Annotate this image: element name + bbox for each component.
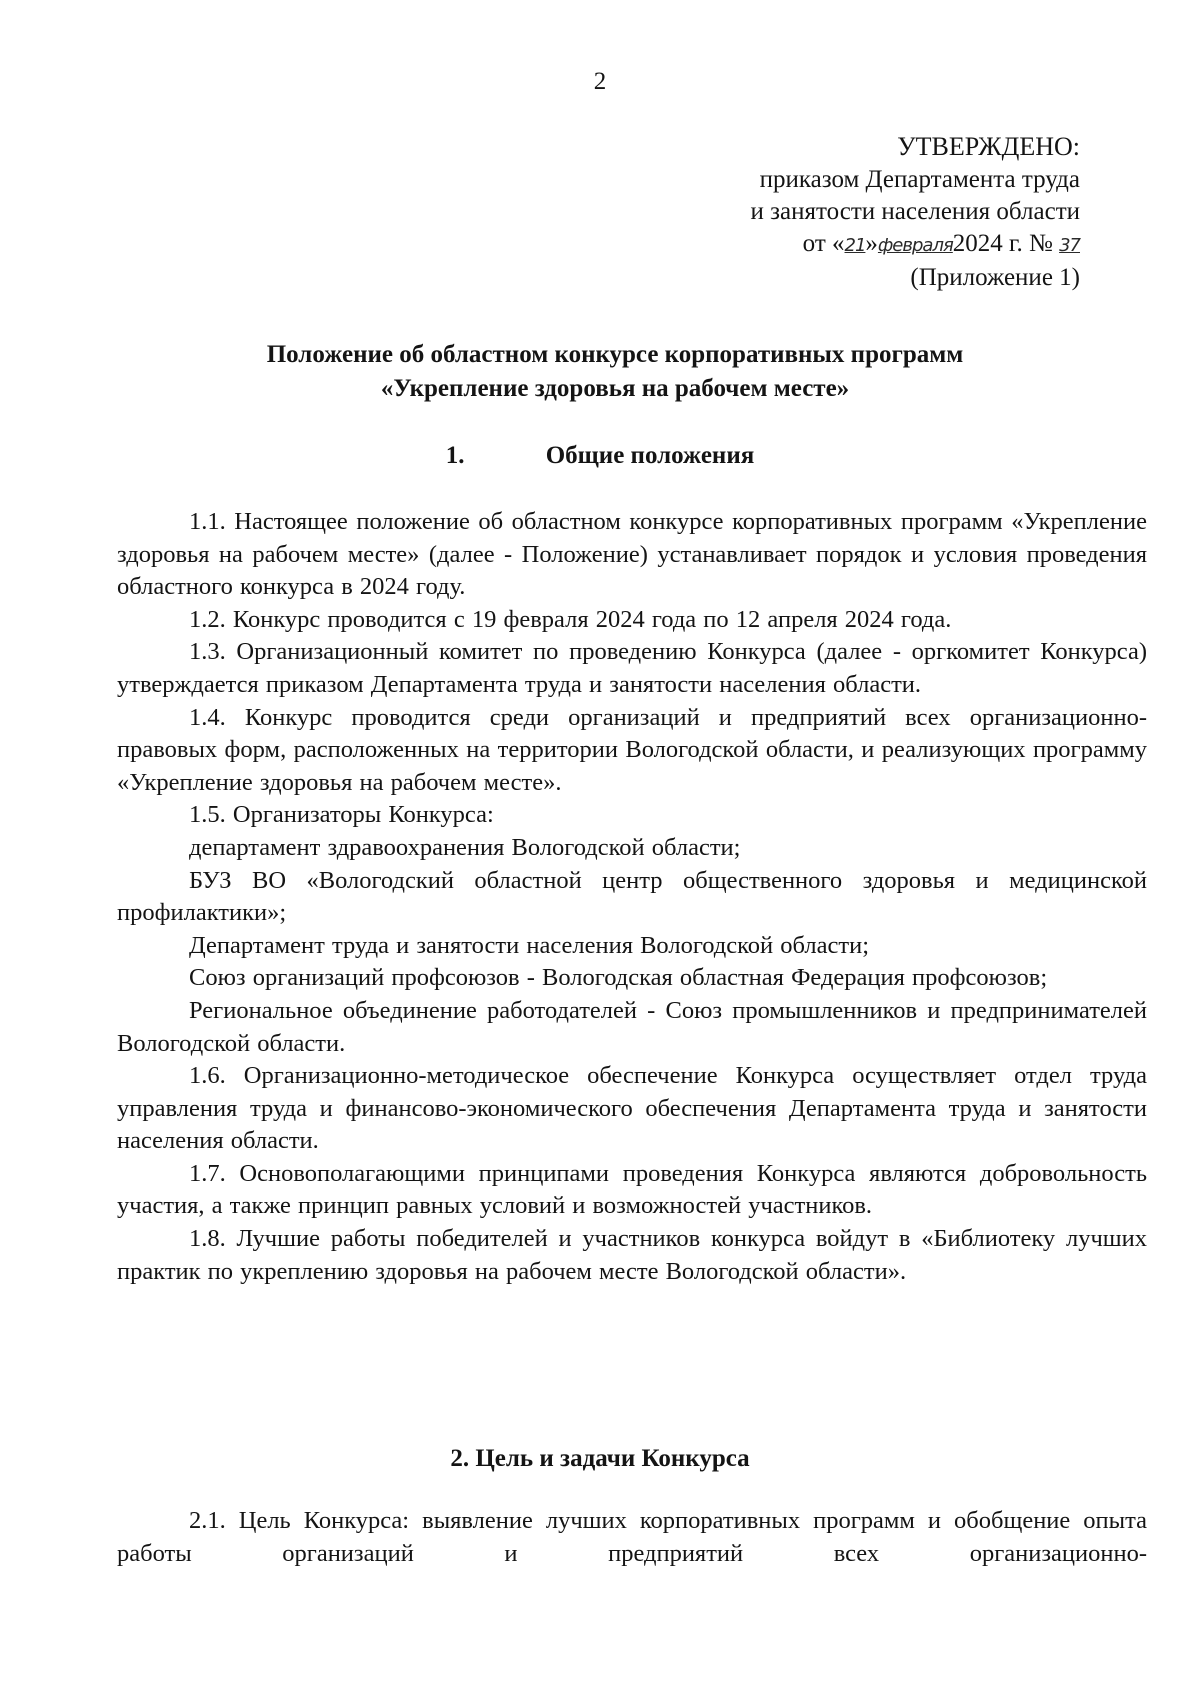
organizer-item: Союз организаций профсоюзов - Вологодская областная Федерация профсоюзов; bbox=[189, 964, 1048, 992]
paragraph-1-2: 1.2. Конкурс проводится с 19 февраля 2024 года по 12 апреля 2024 года. bbox=[189, 605, 952, 633]
handwritten-order-number: 37 bbox=[1059, 235, 1080, 256]
organizer-item: БУЗ ВО «Вологодский областной центр общественного здоровья и медицинской профилактики»; bbox=[117, 866, 1147, 927]
approval-stamp-block bbox=[620, 130, 1080, 294]
date-year-number: 2024 г. № bbox=[952, 230, 1053, 257]
paragraph-2-1: 2.1. Цель Конкурса: выявление лучших корпоративных программ и обобщение опыта работы организаций и предприятий всех организационно- bbox=[117, 1507, 1147, 1567]
approval-order-line: приказом Департамента труда bbox=[759, 166, 1080, 193]
paragraph-1-3: 1.3. Организационный комитет по проведению Конкурса (далее - оргкомитет Конкурса) утверждается приказом Департамента труда и занятости населения области. bbox=[117, 638, 1147, 698]
section-2-heading: 2. Цель и задачи Конкурса bbox=[450, 1445, 750, 1472]
date-prefix: от « bbox=[802, 230, 845, 257]
approval-date-line bbox=[620, 228, 1080, 262]
organizer-item: Региональное объединение работодателей - Союз промышленников и предпринимателей Вологодской области. bbox=[117, 996, 1147, 1057]
date-quote-close: » bbox=[865, 230, 878, 257]
section-1-title: Общие положения bbox=[545, 442, 755, 469]
appendix-label: (Приложение 1) bbox=[910, 264, 1080, 291]
handwritten-day: 21 bbox=[844, 235, 866, 256]
approval-department-line: и занятости населения области bbox=[750, 198, 1080, 225]
paragraph-1-7: 1.7. Основополагающими принципами проведения Конкурса являются добровольность участия, а также принцип равных условий и возможностей участников. bbox=[117, 1159, 1147, 1220]
approved-label: УТВЕРЖДЕНО: bbox=[897, 132, 1080, 161]
title-line-2: «Укрепление здоровья на рабочем месте» bbox=[380, 375, 850, 402]
title-line-1: Положение об областном конкурсе корпоративных программ bbox=[266, 341, 964, 368]
handwritten-month: февраля bbox=[877, 235, 953, 256]
organizer-item: Департамент труда и занятости населения Вологодской области; bbox=[189, 931, 870, 959]
paragraph-1-1: 1.1. Настоящее положение об областном конкурсе корпоративных программ «Укрепление здоровья на рабочем месте» (далее - Положение) устанавливает порядок и условия проведения областного конкурса в 2024 году. bbox=[117, 508, 1147, 601]
section-1-body bbox=[117, 506, 1147, 1288]
organizer-item: департамент здравоохранения Вологодской области; bbox=[189, 833, 741, 861]
document-title bbox=[150, 338, 1080, 406]
paragraph-1-8: 1.8. Лучшие работы победителей и участников конкурса войдут в «Библиотеку лучших практик по укреплению здоровья на рабочем месте Вологодской области». bbox=[117, 1225, 1147, 1285]
paragraph-1-6: 1.6. Организационно-методическое обеспечение Конкурса осуществляет отдел труда управления труда и финансово-экономического обеспечения Департамента труда и занятости населения области. bbox=[117, 1062, 1147, 1155]
section-1-number: 1. bbox=[445, 442, 465, 469]
section-1-heading bbox=[0, 440, 1200, 472]
paragraph-1-4: 1.4. Конкурс проводится среди организаций и предприятий всех организационно-правовых форм, расположенных на территории Вологодской области, и реализующих программу «Укрепление здоровья на рабочем месте». bbox=[117, 703, 1147, 796]
paragraph-1-5: 1.5. Организаторы Конкурса: bbox=[189, 801, 494, 829]
section-2-body bbox=[117, 1505, 1147, 1570]
page-number: 2 bbox=[593, 68, 607, 95]
